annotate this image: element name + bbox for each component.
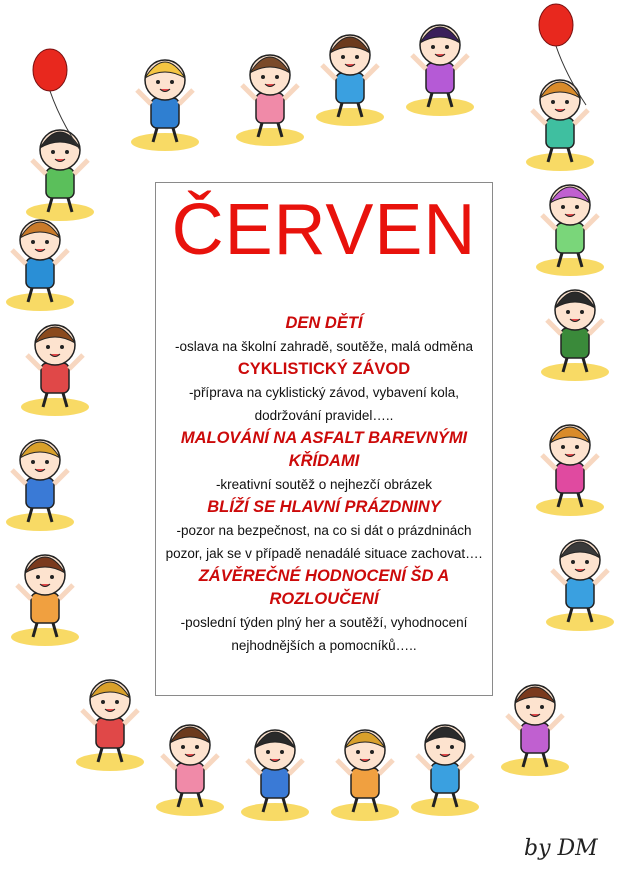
child-figure [156,725,224,816]
child-figure [541,290,609,381]
event-malovani [156,427,492,496]
child-figure [546,540,614,631]
event-text: -poslední týden plný her a soutěží, vyhodnocení [180,615,468,630]
child-figure [131,60,199,151]
event-heading: ZÁVĚREČNÉ HODNOCENÍ ŠD A [198,567,450,585]
event-prazdniny [156,496,492,565]
content-frame [155,182,493,696]
event-text: dodržování pravidel….. [254,408,394,423]
child-figure [11,555,79,646]
event-cyklisticky-zavod [156,358,492,427]
event-text: -oslava na školní zahradě, soutěže, malá odměna [175,339,473,354]
signature: by DM [524,836,598,861]
child-figure [411,725,479,816]
event-den-deti [156,312,492,358]
event-heading: CYKLISTICKÝ ZÁVOD [237,360,411,378]
child-figure [6,220,74,311]
child-figure [236,55,304,146]
child-figure [331,730,399,821]
child-figure [526,80,594,171]
child-figure [26,130,94,221]
event-text: pozor, jak se v případě nenadálé situace zachovat…. [165,546,483,561]
child-figure [76,680,144,771]
event-heading: KŘÍDAMI [288,452,360,470]
event-zaverecne-hodnoceni [156,565,492,657]
event-text: -příprava na cyklistický závod, vybavení kola, [188,385,460,400]
event-heading: BLÍŽÍ SE HLAVNÍ PRÁZDNINY [207,498,441,516]
child-figure [241,730,309,821]
child-figure [536,425,604,516]
event-heading: ROZLOUČENÍ [269,590,379,608]
child-figure [406,25,474,116]
event-heading: DEN DĚTÍ [285,314,363,332]
event-text: -kreativní soutěž o nejhezčí obrázek [215,477,433,492]
child-figure [316,35,384,126]
child-figure [536,185,604,276]
event-heading: MALOVÁNÍ NA ASFALT BAREVNÝMI [180,429,468,447]
child-figure [6,440,74,531]
event-text: nejhodnějších a pomocníků….. [231,638,417,653]
page-title: ČERVEN [171,190,477,270]
child-figure [21,325,89,416]
child-figure [501,685,569,776]
events-list [156,312,492,657]
event-text: -pozor na bezpečnost, na co si dát o prázdninách [176,523,472,538]
